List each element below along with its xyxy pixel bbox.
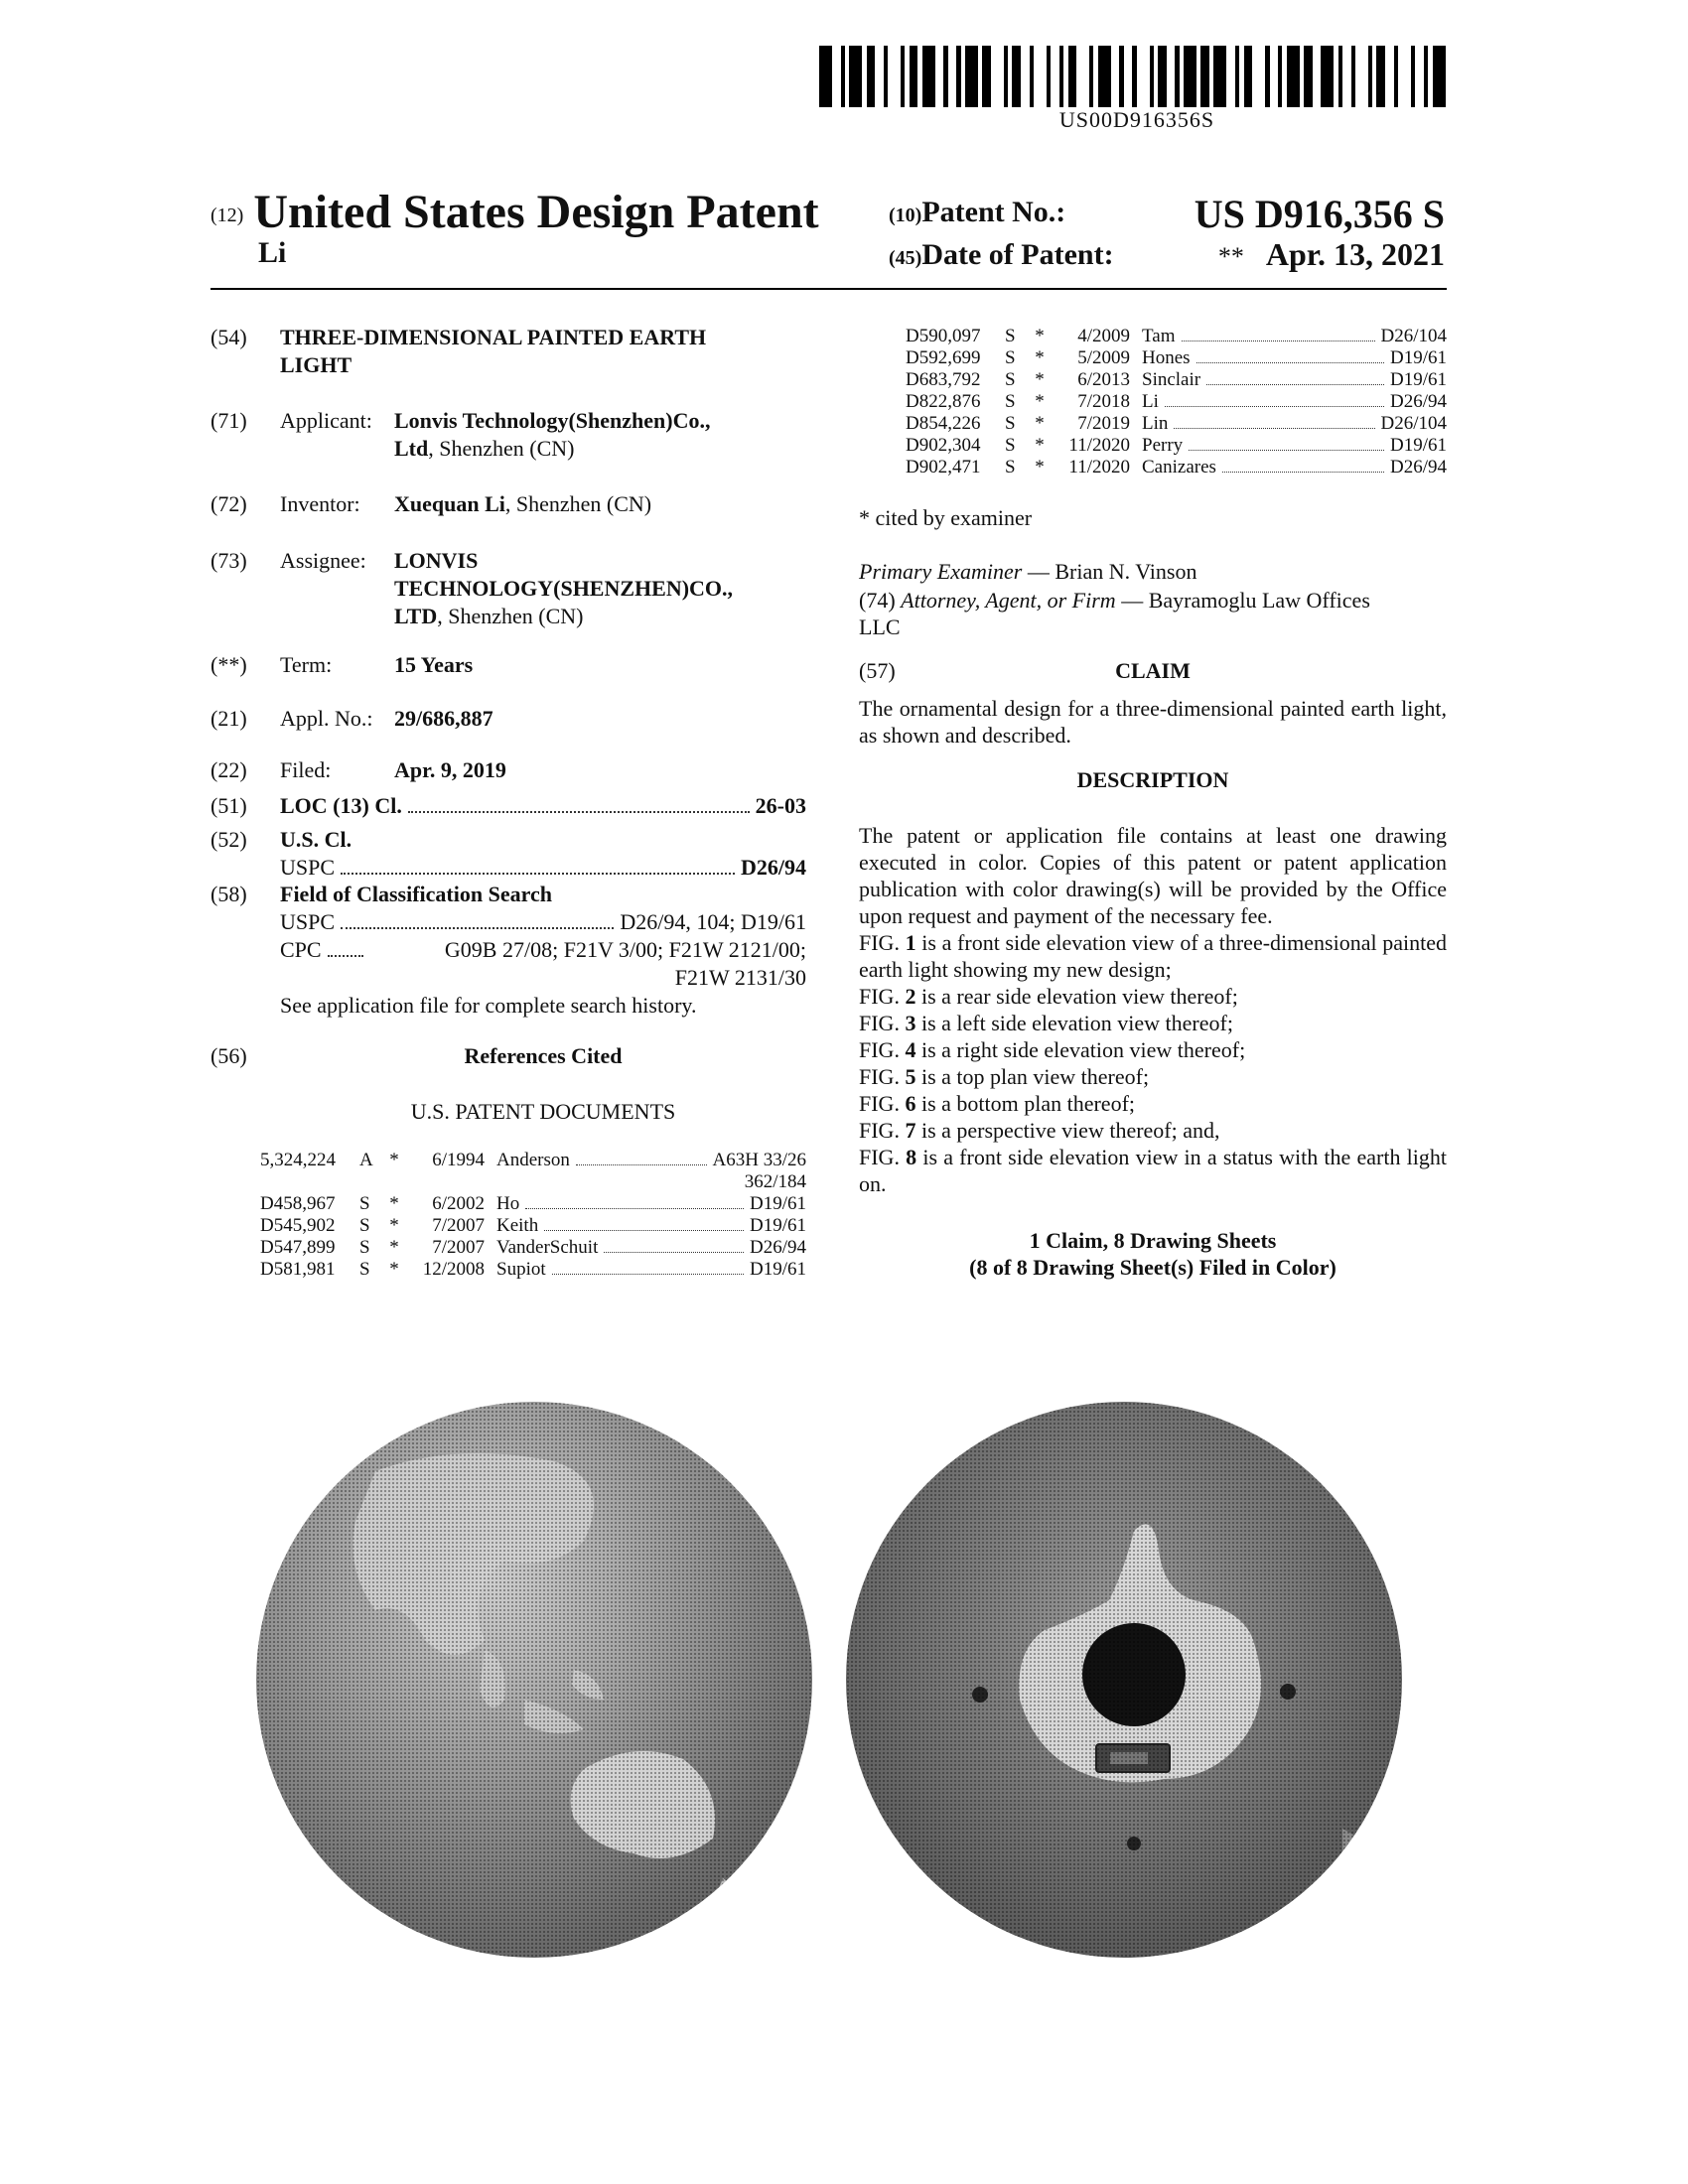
ref-date: 5/2009 — [1077, 347, 1130, 368]
figure-description — [859, 929, 1447, 983]
ref-class: D26/94 — [1390, 391, 1447, 412]
fig-number: 3 — [905, 1011, 916, 1035]
ref-name-cell — [496, 1237, 806, 1259]
fig-number: 4 — [905, 1037, 916, 1062]
barcode-bar — [948, 46, 957, 107]
ref-star: * — [1035, 435, 1045, 456]
reference-row — [906, 347, 1447, 369]
fig-text: is a left side elevation view thereof; — [915, 1011, 1233, 1035]
halftone-texture — [846, 1402, 1402, 1958]
reference-row — [260, 1259, 806, 1281]
field-code: (**) — [211, 652, 247, 677]
ref-class: D19/61 — [1390, 369, 1447, 390]
figure-description — [859, 1117, 1447, 1144]
ref-name-cell — [1142, 391, 1447, 413]
ref-class: D19/61 — [1390, 347, 1447, 368]
ref-kind: S — [1005, 347, 1016, 368]
ref-class: D26/104 — [1380, 413, 1447, 434]
assignee-name-1: LONVIS — [394, 548, 479, 573]
title-line-2: LIGHT — [280, 352, 352, 377]
ref-star: * — [1035, 369, 1045, 390]
patent-type-heading — [211, 185, 819, 239]
barcode-bar — [1021, 46, 1030, 107]
barcode-bar — [1226, 46, 1235, 107]
fig-number: 5 — [905, 1064, 916, 1089]
reference-row — [260, 1215, 806, 1237]
ref-class: A63H 33/26 — [712, 1150, 806, 1170]
figure-description — [859, 1090, 1447, 1117]
globe-rear-figure — [846, 1402, 1402, 1958]
barcode-bar — [888, 46, 901, 107]
field-label: Filed: — [280, 757, 332, 782]
assignee-field — [211, 547, 806, 630]
ref-class: D26/94 — [1390, 457, 1447, 478]
barcode-bar — [832, 46, 841, 107]
figure-description — [859, 1010, 1447, 1036]
figure-list — [859, 929, 1447, 1197]
barcode-bar — [1012, 46, 1021, 107]
barcode-bar — [910, 46, 918, 107]
barcode-bar — [1051, 46, 1059, 107]
fig-text: is a top plan view thereof; — [915, 1064, 1150, 1089]
field-label: LOC (13) Cl. — [280, 793, 402, 818]
assignee-name-2: TECHNOLOGY(SHENZHEN)CO., — [394, 576, 734, 601]
fig-number: 2 — [905, 984, 916, 1009]
ref-name-cell — [1142, 347, 1447, 369]
ref-number: D590,097 — [906, 326, 981, 346]
attorney-value-2: LLC — [859, 614, 901, 639]
field-code: (71) — [211, 408, 247, 433]
barcode-bar — [1098, 46, 1111, 107]
ref-date: 4/2009 — [1077, 326, 1130, 346]
header-rule — [211, 288, 1447, 290]
ref-date: 11/2020 — [1068, 457, 1130, 478]
inventor-field — [211, 490, 806, 518]
field-label: Assignee: — [280, 548, 366, 573]
reference-row — [260, 1150, 806, 1193]
fig-text: is a bottom plan thereof; — [915, 1091, 1136, 1116]
halftone-texture — [256, 1402, 812, 1958]
field-label: U.S. Cl. — [280, 827, 352, 852]
fig-prefix: FIG. — [859, 1118, 906, 1143]
fig-prefix: FIG. — [859, 1145, 907, 1169]
ref-star: * — [1035, 413, 1045, 434]
patent-number-label — [889, 196, 1065, 229]
examiner-label: Primary Examiner — [859, 559, 1023, 584]
barcode-bar — [1446, 46, 1455, 107]
ref-kind: S — [359, 1259, 370, 1280]
figure-description — [859, 1063, 1447, 1090]
fig-text: is a right side elevation view thereof; — [915, 1037, 1246, 1062]
barcode-bar — [1158, 46, 1167, 107]
ref-name: Sinclair — [1142, 369, 1201, 390]
barcode-bar — [1213, 46, 1226, 107]
barcode-bar — [1137, 46, 1150, 107]
ref-star: * — [389, 1237, 399, 1258]
description-body — [859, 822, 1447, 1197]
barcode-bar — [875, 46, 884, 107]
patent-no-code: (10) — [889, 205, 922, 226]
ref-name: Ho — [496, 1193, 520, 1214]
barcode — [819, 46, 1455, 107]
barcode-bar — [1252, 46, 1265, 107]
field-code: (21) — [211, 706, 247, 731]
ref-date: 7/2019 — [1077, 413, 1130, 434]
ref-name-cell — [1142, 326, 1447, 347]
ref-number: D458,967 — [260, 1193, 336, 1214]
barcode-bar — [1321, 46, 1334, 107]
ref-name-cell — [496, 1259, 806, 1281]
attorney-line — [859, 587, 1447, 640]
date-marker: ** — [1217, 242, 1244, 271]
fig-text: is a front side elevation view of a three-dimensional painted earth light showing my new design; — [859, 930, 1448, 982]
date-value: Apr. 13, 2021 — [1265, 236, 1445, 272]
barcode-bar — [1111, 46, 1120, 107]
applicant-field — [211, 407, 806, 463]
assignee-name-3: LTD — [394, 604, 438, 628]
appl-no-field — [211, 705, 806, 733]
ref-star: * — [1035, 347, 1045, 368]
field-code: (72) — [211, 491, 247, 516]
ref-class: D19/61 — [750, 1215, 806, 1236]
fig-text: is a rear side elevation view thereof; — [915, 984, 1238, 1009]
barcode-bar — [849, 46, 862, 107]
ref-name-cell — [496, 1150, 806, 1193]
examiner-value: — Brian N. Vinson — [1022, 559, 1197, 584]
field-code: (56) — [211, 1043, 247, 1068]
ref-date: 11/2020 — [1068, 435, 1130, 456]
ref-name: Li — [1142, 391, 1159, 412]
ref-star: * — [389, 1215, 399, 1236]
summary-line-2: (8 of 8 Drawing Sheet(s) Filed in Color) — [969, 1255, 1336, 1280]
barcode-bar — [1376, 46, 1385, 107]
classification-search-field — [211, 881, 806, 1020]
barcode-bar — [1034, 46, 1047, 107]
applicant-location: , Shenzhen (CN) — [428, 436, 575, 461]
ref-name-cell — [1142, 369, 1447, 391]
claim-title: CLAIM — [1115, 658, 1191, 683]
ref-kind: A — [359, 1150, 373, 1170]
patent-no-label-text: Patent No.: — [921, 196, 1066, 228]
fig-prefix: FIG. — [859, 1091, 906, 1116]
patent-number: US D916,356 S — [1194, 192, 1445, 236]
ref-class: D26/104 — [1380, 326, 1447, 346]
barcode-bar — [1244, 46, 1253, 107]
barcode-bar — [1415, 46, 1424, 107]
attorney-value: — Bayramoglu Law Offices — [1115, 588, 1370, 613]
ref-name: Hones — [1142, 347, 1191, 368]
field-code: (51) — [211, 793, 247, 818]
figure-description — [859, 1036, 1447, 1063]
inventor-surname: Li — [258, 236, 287, 269]
ref-date: 6/2013 — [1077, 369, 1130, 390]
inventor-name: Xuequan Li — [394, 491, 505, 516]
field-label: Inventor: — [280, 491, 360, 516]
title-line-1: THREE-DIMENSIONAL PAINTED EARTH — [280, 325, 707, 349]
barcode-bar — [1167, 46, 1176, 107]
ref-number: D902,471 — [906, 457, 981, 478]
fig-prefix: FIG. — [859, 1064, 906, 1089]
ref-star: * — [389, 1193, 399, 1214]
appl-no-value: 29/686,887 — [394, 706, 493, 731]
references-table-right — [906, 326, 1447, 478]
fig-text: is a perspective view thereof; and, — [915, 1118, 1220, 1143]
barcode-bar — [1068, 46, 1077, 107]
barcode-bar — [965, 46, 978, 107]
date-label-text: Date of Patent: — [921, 238, 1114, 271]
ref-class: D19/61 — [750, 1259, 806, 1280]
ref-date: 12/2008 — [422, 1259, 485, 1280]
date-label — [889, 238, 1114, 272]
ref-name: Perry — [1142, 435, 1184, 456]
ref-name: VanderSchuit — [496, 1237, 599, 1258]
field-code: (52) — [211, 827, 247, 852]
reference-row — [906, 326, 1447, 347]
ref-name-cell — [496, 1215, 806, 1237]
barcode-bar — [1433, 46, 1446, 107]
filed-value: Apr. 9, 2019 — [394, 757, 506, 782]
ref-kind: S — [359, 1237, 370, 1258]
reference-row — [260, 1193, 806, 1215]
ref-kind: S — [1005, 391, 1016, 412]
barcode-bar — [1304, 46, 1313, 107]
fig-number: 1 — [905, 930, 916, 955]
ref-number: D902,304 — [906, 435, 981, 456]
reference-row — [906, 413, 1447, 435]
field-code: (54) — [211, 325, 247, 349]
barcode-bar — [1270, 46, 1279, 107]
examiner-line — [859, 558, 1447, 585]
ref-class: D19/61 — [1390, 435, 1447, 456]
cited-note: * cited by examiner — [859, 505, 1033, 530]
ref-name-cell — [1142, 413, 1447, 435]
reference-row — [906, 391, 1447, 413]
uspc-label: USPC — [280, 855, 336, 880]
globe-front-figure — [256, 1402, 812, 1958]
fig-prefix: FIG. — [859, 1037, 906, 1062]
barcode-bar — [1076, 46, 1089, 107]
ref-name: Supiot — [496, 1259, 546, 1280]
ref-kind: S — [1005, 457, 1016, 478]
ref-star: * — [389, 1259, 399, 1280]
ref-number: D547,899 — [260, 1237, 336, 1258]
barcode-bar — [1200, 46, 1209, 107]
references-table-left — [260, 1150, 806, 1281]
field-label: Appl. No.: — [280, 706, 373, 731]
ref-number: 5,324,224 — [260, 1150, 336, 1170]
term-value: 15 Years — [394, 652, 474, 677]
barcode-bar — [1313, 46, 1322, 107]
ref-name: Canizares — [1142, 457, 1216, 478]
claim-heading — [859, 657, 1447, 684]
term-field — [211, 651, 806, 679]
barcode-bar — [982, 46, 991, 107]
references-subtitle: U.S. PATENT DOCUMENTS — [410, 1099, 676, 1124]
barcode-bar — [922, 46, 935, 107]
ref-name: Tam — [1142, 326, 1176, 346]
search-cpc-label: CPC — [280, 937, 322, 962]
inventor-location: , Shenzhen (CN) — [504, 491, 652, 516]
ref-class-extra: 362/184 — [744, 1171, 806, 1192]
filed-field — [211, 756, 806, 784]
barcode-bar — [1124, 46, 1133, 107]
ref-kind: S — [359, 1215, 370, 1236]
ref-number: D581,981 — [260, 1259, 336, 1280]
description-title: DESCRIPTION — [1076, 767, 1229, 792]
ref-date: 7/2007 — [432, 1237, 485, 1258]
ref-date: 7/2018 — [1077, 391, 1130, 412]
attorney-code: (74) — [859, 588, 896, 613]
search-uspc-label: USPC — [280, 909, 336, 934]
reference-row — [906, 435, 1447, 457]
search-uspc-value: D26/94, 104; D19/61 — [620, 909, 806, 934]
fig-number: 7 — [905, 1118, 916, 1143]
field-code: (73) — [211, 548, 247, 573]
ref-star: * — [1035, 457, 1045, 478]
reference-row — [260, 1237, 806, 1259]
ref-star: * — [1035, 326, 1045, 346]
claim-summary — [859, 1227, 1447, 1281]
barcode-bar — [1355, 46, 1368, 107]
barcode-bar — [1287, 46, 1300, 107]
patent-type: United States Design Patent — [253, 186, 819, 238]
title-field — [211, 324, 806, 379]
ref-class: D26/94 — [750, 1237, 806, 1258]
claim-code: (57) — [859, 658, 896, 683]
figure-description — [859, 1144, 1447, 1197]
assignee-location: , Shenzhen (CN) — [437, 604, 584, 628]
barcode-bar — [819, 46, 832, 107]
ref-number: D592,699 — [906, 347, 981, 368]
barcode-bar — [1184, 46, 1196, 107]
ref-date: 6/1994 — [432, 1150, 485, 1170]
barcode-number: US00D916356S — [1058, 107, 1215, 132]
reference-row — [906, 369, 1447, 391]
field-label: Term: — [280, 652, 333, 677]
attorney-label: Attorney, Agent, or Firm — [901, 588, 1116, 613]
ref-kind: S — [1005, 435, 1016, 456]
patent-date — [1218, 236, 1445, 273]
ref-kind: S — [359, 1193, 370, 1214]
ref-name-cell — [1142, 435, 1447, 457]
barcode-bar — [935, 46, 944, 107]
references-title: References Cited — [464, 1043, 623, 1068]
field-label: Applicant: — [280, 408, 372, 433]
ref-date: 7/2007 — [432, 1215, 485, 1236]
search-cpc-value-2: F21W 2131/30 — [674, 965, 806, 990]
barcode-bar — [991, 46, 1004, 107]
figure-description — [859, 983, 1447, 1010]
search-cpc-value: G09B 27/08; F21V 3/00; F21W 2121/00; — [444, 937, 806, 962]
uspc-value: D26/94 — [741, 855, 806, 880]
barcode-bar — [1342, 46, 1351, 107]
fig-prefix: FIG. — [859, 984, 906, 1009]
ref-date: 6/2002 — [432, 1193, 485, 1214]
field-code: (58) — [211, 882, 247, 906]
ref-kind: S — [1005, 413, 1016, 434]
ref-name: Lin — [1142, 413, 1169, 434]
ref-number: D822,876 — [906, 391, 981, 412]
ref-number: D683,792 — [906, 369, 981, 390]
ref-name: Anderson — [496, 1150, 570, 1170]
references-heading — [211, 1042, 806, 1070]
summary-line-1: 1 Claim, 8 Drawing Sheets — [1029, 1228, 1277, 1253]
barcode-bar — [1385, 46, 1394, 107]
type-code: (12) — [211, 205, 244, 227]
ref-number: D545,902 — [260, 1215, 336, 1236]
fig-prefix: FIG. — [859, 930, 906, 955]
fig-prefix: FIG. — [859, 1011, 906, 1035]
fig-number: 8 — [906, 1145, 917, 1169]
loc-field — [211, 792, 806, 820]
fig-text: is a front side elevation view in a status with the earth light on. — [859, 1145, 1448, 1196]
description-intro: The patent or application file contains at least one drawing executed in color. Copies of this patent or patent application publication with color drawing(s) will be provided by the Office upon request and payment of the necessary fee. — [859, 823, 1447, 928]
applicant-name: Lonvis Technology(Shenzhen)Co., — [394, 408, 711, 433]
loc-value: 26-03 — [755, 793, 806, 818]
claim-text: The ornamental design for a three-dimensional painted earth light, as shown and described. — [859, 696, 1447, 748]
field-code: (22) — [211, 757, 247, 782]
ref-kind: S — [1005, 369, 1016, 390]
date-code: (45) — [889, 247, 922, 269]
applicant-name-2: Ltd — [394, 436, 429, 461]
field-label: Field of Classification Search — [280, 882, 552, 906]
search-note: See application file for complete search history. — [280, 993, 697, 1018]
ref-name-cell — [496, 1193, 806, 1215]
ref-star: * — [1035, 391, 1045, 412]
ref-name: Keith — [496, 1215, 539, 1236]
reference-row — [906, 457, 1447, 478]
fig-number: 6 — [905, 1091, 916, 1116]
ref-class: D19/61 — [750, 1193, 806, 1214]
us-cl-field — [211, 826, 806, 882]
ref-name-cell — [1142, 457, 1447, 478]
ref-star: * — [389, 1150, 399, 1170]
ref-number: D854,226 — [906, 413, 981, 434]
barcode-bar — [867, 46, 876, 107]
ref-kind: S — [1005, 326, 1016, 346]
inventor-heading — [211, 236, 286, 270]
barcode-bar — [1398, 46, 1411, 107]
